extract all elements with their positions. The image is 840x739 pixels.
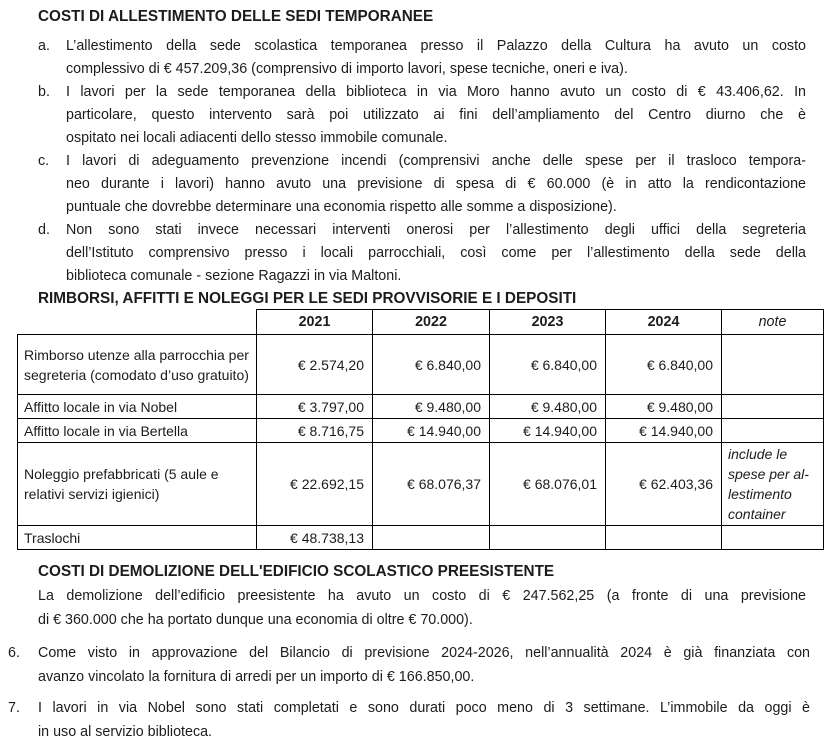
list-item-c <box>0 150 840 219</box>
note-cell <box>722 335 824 395</box>
text-line: L’allestimento della sede scolastica temporanea presso il Palazzo della Cultura ha avuto un costo <box>66 38 806 54</box>
row-label-cell: Rimborso utenze alla parrocchia per segreteria (comodato d’uso gratuito) <box>18 335 257 395</box>
header-2021: 2021 <box>257 310 373 335</box>
table-header-row <box>18 310 824 335</box>
list-marker: b. <box>38 84 50 100</box>
text-line: puntuale che dovrebbe determinare una economia rispetto alle somme a disposizione). <box>66 199 617 215</box>
text-line: neo durante i lavori) hanno avuto una previsione di spesa di € 60.000 (è in atto la rendicontazione <box>66 176 806 192</box>
text-line: dell’Istituto comprensivo presso i locali parrocchiali, così come per l’allestimento della sede della <box>66 245 806 261</box>
row-label-cell: Affitto locale in via Nobel <box>18 395 257 419</box>
table-row <box>18 419 824 443</box>
text-line: La demolizione dell’edificio preesistente ha avuto un costo di € 247.562,25 (a fronte di una previsione <box>38 588 806 604</box>
text-line: biblioteca comunale - sezione Ragazzi in via Maltoni. <box>66 268 402 284</box>
value-cell-2024 <box>606 526 722 550</box>
text-line: I lavori in via Nobel sono stati completati e sono durati poco meno di 3 settimane. L’immobile da oggi è <box>38 700 810 716</box>
value-cell-2021: € 22.692,15 <box>257 443 373 526</box>
header-2022: 2022 <box>373 310 490 335</box>
value-cell-2021: € 3.797,00 <box>257 395 373 419</box>
value-cell-2022: € 68.076,37 <box>373 443 490 526</box>
text-line: Non sono stati invece necessari interventi onerosi per l’allestimento degli uffici della segreteria <box>66 222 806 238</box>
numbered-item-text <box>38 642 810 689</box>
text-line: I lavori per la sede temporanea della biblioteca in via Moro hanno avuto un costo di € 43.406,62. In <box>66 84 806 100</box>
value-cell-2023 <box>490 526 606 550</box>
section3-paragraph <box>38 585 806 632</box>
text-line: avanzo vincolato la fornitura di arredi per un importo di € 166.850,00. <box>38 668 475 685</box>
list-item-b <box>0 81 840 150</box>
value-cell-2022: € 6.840,00 <box>373 335 490 395</box>
value-cell-2021: € 2.574,20 <box>257 335 373 395</box>
value-cell-2024: € 6.840,00 <box>606 335 722 395</box>
list-item-text <box>66 219 806 288</box>
value-cell-2023: € 6.840,00 <box>490 335 606 395</box>
list-marker: c. <box>38 153 50 169</box>
row-label-cell: Affitto locale in via Bertella <box>18 419 257 443</box>
list-marker: d. <box>38 222 50 238</box>
numbered-item-6 <box>0 642 840 689</box>
list-item-d <box>0 219 840 288</box>
value-cell-2024: € 9.480,00 <box>606 395 722 419</box>
value-cell-2022: € 14.940,00 <box>373 419 490 443</box>
table-row <box>18 395 824 419</box>
value-cell-2023: € 9.480,00 <box>490 395 606 419</box>
table-row <box>18 335 824 395</box>
row-label-cell: Traslochi <box>18 526 257 550</box>
value-cell-2024: € 14.940,00 <box>606 419 722 443</box>
text-line: Come visto in approvazione del Bilancio di previsione 2024-2026, nell’annualità 2024 è già finanziata con <box>38 645 810 661</box>
header-2023: 2023 <box>490 310 606 335</box>
numbered-item-text <box>38 697 810 739</box>
letter-list <box>0 35 840 288</box>
list-item-text <box>66 81 806 150</box>
text-line: in uso al servizio biblioteca. <box>38 723 213 739</box>
list-item-text <box>66 150 806 219</box>
note-cell <box>722 395 824 419</box>
text-line: I lavori di adeguamento prevenzione incendi (comprensivi anche delle spese per il trasloco tempora- <box>66 153 806 169</box>
header-empty-cell <box>18 310 257 335</box>
row-label-cell: Noleggio prefabbricati (5 aule e relativi servizi igienici) <box>18 443 257 526</box>
note-cell <box>722 526 824 550</box>
value-cell-2023: € 68.076,01 <box>490 443 606 526</box>
table-row <box>18 443 824 526</box>
value-cell-2024: € 62.403,36 <box>606 443 722 526</box>
note-cell: include le spese per al- lestimento container <box>722 443 824 526</box>
text-line: di € 360.000 che ha portato dunque una economia di oltre € 70.000). <box>38 611 473 628</box>
text-line: particolare, questo intervento sarà poi utilizzato ai fini dell’ampliamento del Centro diurno che è <box>66 107 806 123</box>
section3-heading: COSTI DI DEMOLIZIONE DELL'EDIFICIO SCOLASTICO PREESISTENTE <box>38 563 555 580</box>
numbered-list <box>0 642 840 739</box>
value-cell-2021: € 48.738,13 <box>257 526 373 550</box>
list-item-text <box>66 35 806 81</box>
note-cell <box>722 419 824 443</box>
header-note: note <box>722 310 824 335</box>
value-cell-2022: € 9.480,00 <box>373 395 490 419</box>
table-row <box>18 526 824 550</box>
list-marker: 6. <box>8 645 20 661</box>
value-cell-2023: € 14.940,00 <box>490 419 606 443</box>
value-cell-2022 <box>373 526 490 550</box>
section2-heading: RIMBORSI, AFFITTI E NOLEGGI PER LE SEDI PROVVISORIE E I DEPOSITI <box>38 290 577 307</box>
header-2024: 2024 <box>606 310 722 335</box>
section1-heading: COSTI DI ALLESTIMENTO DELLE SEDI TEMPORANEE <box>38 8 434 25</box>
costs-table <box>17 309 824 550</box>
value-cell-2021: € 8.716,75 <box>257 419 373 443</box>
list-item-a <box>0 35 840 81</box>
numbered-item-7 <box>0 697 840 739</box>
text-line: complessivo di € 457.209,36 (comprensivo di importo lavori, spese tecniche, oneri e iva). <box>66 61 628 77</box>
text-line: ospitato nei locali adiacenti dello stesso immobile comunale. <box>66 130 448 146</box>
list-marker: a. <box>38 38 50 54</box>
list-marker: 7. <box>8 700 20 716</box>
